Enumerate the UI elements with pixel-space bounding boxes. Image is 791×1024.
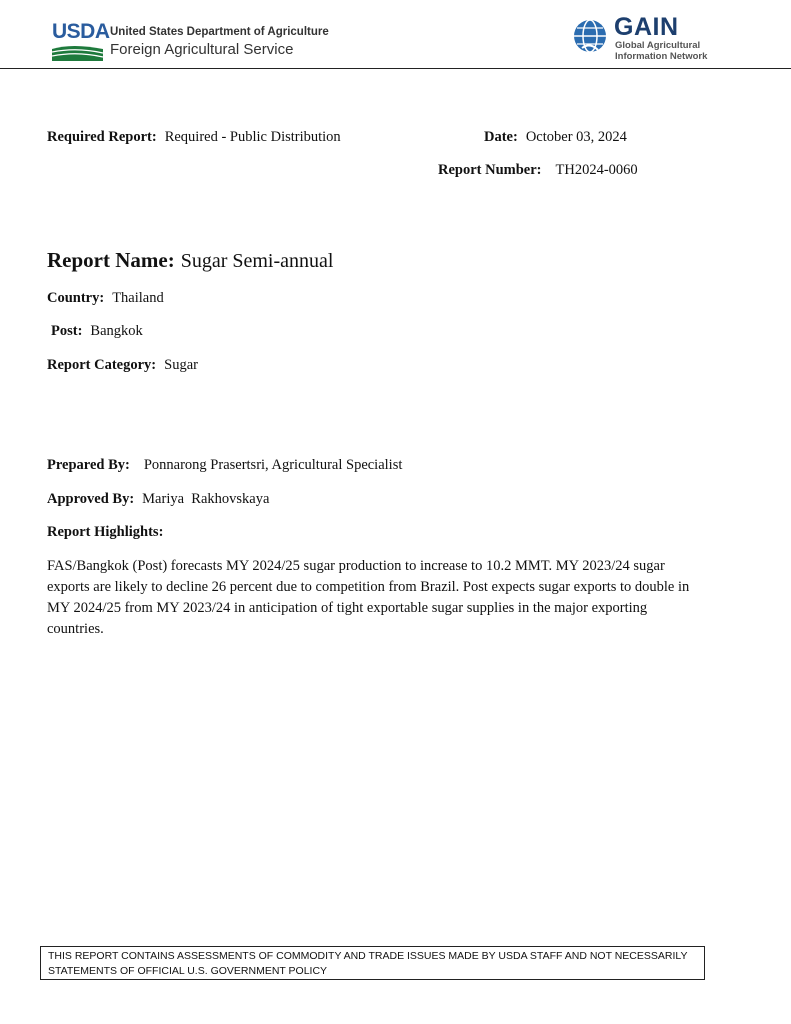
report-highlights-text: FAS/Bangkok (Post) forecasts MY 2024/25 sugar production to increase to 10.2 MMT. MY 2023/24 sugar exports are likely to decline 26 percent due to competition from Brazil. Post expects sugar exports to double in MY 2024/25 from MY 2023/24 in anticipation of tight exportable sugar supplies in the major exporting countries. [47,558,690,637]
report-number-value: TH2024-0060 [555,162,638,178]
service-name: Foreign Agricultural Service [110,41,294,58]
approved-by-value: Mariya Rakhovskaya [142,491,270,507]
gain-subtitle-line1: Global Agricultural [615,40,701,51]
report-highlights-label: Report Highlights: [47,524,164,540]
approved-by-row [47,490,269,508]
report-number-row [438,161,638,179]
report-category-row [47,356,198,374]
post-row [51,322,143,340]
report-name-value: Sugar Semi-annual [180,250,334,272]
gain-wordmark: GAIN [614,13,679,41]
country-label: Country: [47,290,105,306]
gain-subtitle-line2: Information Network [615,51,708,62]
report-name-row [47,248,333,273]
date-label: Date: [484,129,518,145]
report-highlights-heading [47,523,163,541]
post-value: Bangkok [90,323,143,339]
header-divider [0,68,791,69]
country-row [47,289,164,307]
prepared-by-value: Ponnarong Prasertsri, Agricultural Specialist [143,457,403,473]
disclaimer-text: THIS REPORT CONTAINS ASSESSMENTS OF COMMODITY AND TRADE ISSUES MADE BY USDA STAFF AND NOT NECESSARILY STATEMENTS OF OFFICIAL U.S. GOVERNMENT POLICY [48,950,688,977]
usda-wordmark: USDA [52,20,110,43]
department-name: United States Department of Agriculture [110,26,329,38]
report-category-label: Report Category: [47,357,157,373]
approved-by-label: Approved By: [47,491,135,507]
globe-icon [572,18,608,54]
country-value: Thailand [112,290,164,306]
post-label: Post: [51,323,83,339]
required-report-value: Required - Public Distribution [164,129,341,145]
report-number-label: Report Number: [438,162,542,178]
date-row [484,128,627,146]
required-report-row [47,128,341,146]
prepared-by-row [47,456,402,474]
prepared-by-label: Prepared By: [47,457,130,473]
required-report-label: Required Report: [47,129,157,145]
report-category-value: Sugar [164,357,198,373]
disclaimer-box [40,946,705,980]
usda-logo-swoosh [52,45,103,61]
date-value: October 03, 2024 [525,129,627,145]
report-name-label: Report Name: [47,248,175,272]
